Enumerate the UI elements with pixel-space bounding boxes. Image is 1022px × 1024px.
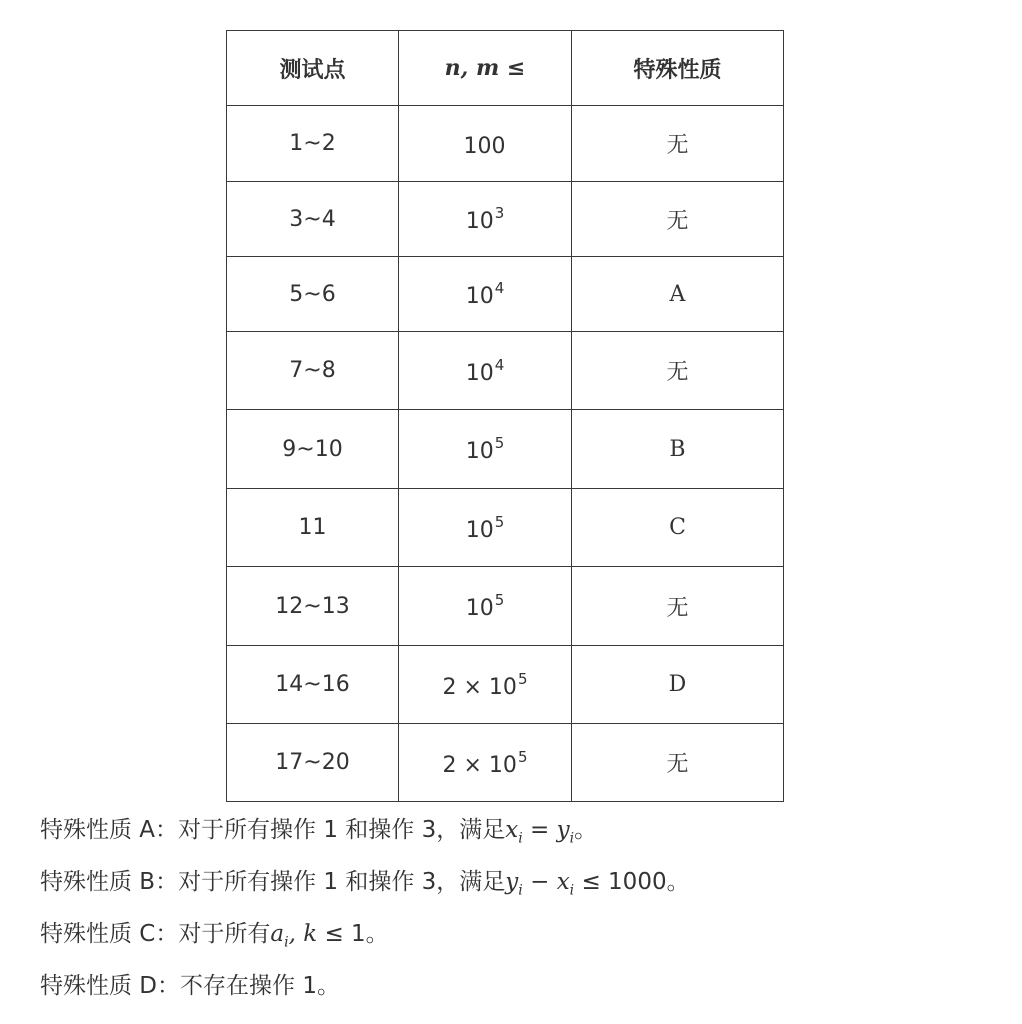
table-row: [227, 332, 784, 410]
cell-test-points: 5~6: [227, 257, 399, 332]
bound-base: 2 × 10: [442, 674, 517, 700]
cell-test-points: 14~16: [227, 646, 399, 724]
note-b-var-1: y: [505, 869, 519, 895]
cell-bound: [399, 257, 572, 332]
cell-special-property: 无: [572, 106, 784, 182]
header-special-property: 特殊性质: [572, 31, 784, 106]
note-a-sub-2: i: [569, 830, 575, 847]
cell-special-property: B: [572, 410, 784, 489]
cell-special-property: 无: [572, 567, 784, 646]
bound-exponent: 5: [517, 747, 528, 766]
cell-test-points: 9~10: [227, 410, 399, 489]
note-c-var-1: a: [270, 921, 285, 947]
bound-exponent: 5: [494, 512, 505, 531]
note-b-var-2: x: [556, 869, 570, 895]
cell-special-property: D: [572, 646, 784, 724]
cell-bound: [399, 646, 572, 724]
cell-test-points: 3~4: [227, 182, 399, 257]
bound-exponent: 4: [494, 279, 505, 297]
note-a-end: 。: [574, 817, 598, 843]
note-c-end: ≤ 1。: [317, 921, 389, 947]
header-bound: [399, 31, 572, 106]
bound-base: 10: [465, 517, 494, 543]
cell-bound: [399, 724, 572, 802]
bound-base: 10: [465, 284, 494, 309]
bound-base: 10: [465, 209, 494, 234]
bound-exponent: 5: [517, 669, 528, 688]
note-property-a: [40, 804, 690, 856]
note-a-sub-1: i: [518, 830, 523, 847]
cell-special-property: 无: [572, 724, 784, 802]
cell-test-points: 17~20: [227, 724, 399, 802]
table-row: [227, 489, 784, 567]
bound-exponent: 5: [494, 434, 505, 452]
note-b-sub-2: i: [569, 882, 575, 899]
note-b-op: −: [522, 869, 557, 895]
table-row: [227, 567, 784, 646]
bound-exponent: 5: [494, 591, 505, 609]
constraints-table: [226, 30, 784, 802]
note-property-b: [40, 856, 690, 908]
note-property-c: [40, 908, 690, 960]
table-row: [227, 106, 784, 182]
cell-bound: [399, 567, 572, 646]
cell-bound: [399, 332, 572, 410]
note-b-text: 特殊性质 B：对于所有操作 1 和操作 3，满足: [40, 869, 506, 895]
bound-base: 10: [465, 439, 494, 464]
bound-exponent: 4: [494, 355, 505, 374]
note-a-var-1: x: [505, 817, 519, 843]
cell-special-property: A: [572, 257, 784, 332]
note-d-text: 特殊性质 D：不存在操作 1。: [40, 973, 340, 999]
cell-bound: [399, 410, 572, 489]
cell-bound: [399, 106, 572, 182]
bound-base: 10: [465, 360, 494, 386]
cell-test-points: 12~13: [227, 567, 399, 646]
bound-base: 100: [463, 133, 506, 159]
note-a-op: =: [522, 817, 557, 843]
table-header-row: [227, 31, 784, 106]
cell-special-property: 无: [572, 332, 784, 410]
cell-bound: [399, 489, 572, 567]
table-row: [227, 257, 784, 332]
note-a-var-2: y: [556, 817, 570, 843]
cell-special-property: 无: [572, 182, 784, 257]
bound-exponent: 3: [494, 204, 505, 222]
note-property-d: [40, 960, 690, 1012]
note-c-sep: ,: [288, 921, 304, 947]
table-row: [227, 646, 784, 724]
table-row: [227, 410, 784, 489]
special-property-notes: [40, 804, 690, 1012]
note-b-sub-1: i: [518, 882, 523, 899]
table-row: [227, 182, 784, 257]
note-c-text: 特殊性质 C：对于所有: [40, 921, 271, 947]
cell-test-points: 1~2: [227, 106, 399, 182]
cell-bound: [399, 182, 572, 257]
note-b-end: ≤ 1000。: [574, 869, 690, 895]
note-c-sub-1: i: [284, 934, 289, 951]
cell-test-points: 11: [227, 489, 399, 567]
bound-base: 2 × 10: [442, 752, 517, 778]
cell-test-points: 7~8: [227, 332, 399, 410]
table-row: [227, 724, 784, 802]
header-bound-label: n, m ≤: [444, 55, 526, 81]
note-a-text: 特殊性质 A：对于所有操作 1 和操作 3，满足: [40, 817, 506, 843]
cell-special-property: C: [572, 489, 784, 567]
bound-base: 10: [465, 596, 494, 621]
header-test-points: 测试点: [227, 31, 399, 106]
note-c-var-2: k: [303, 921, 318, 947]
